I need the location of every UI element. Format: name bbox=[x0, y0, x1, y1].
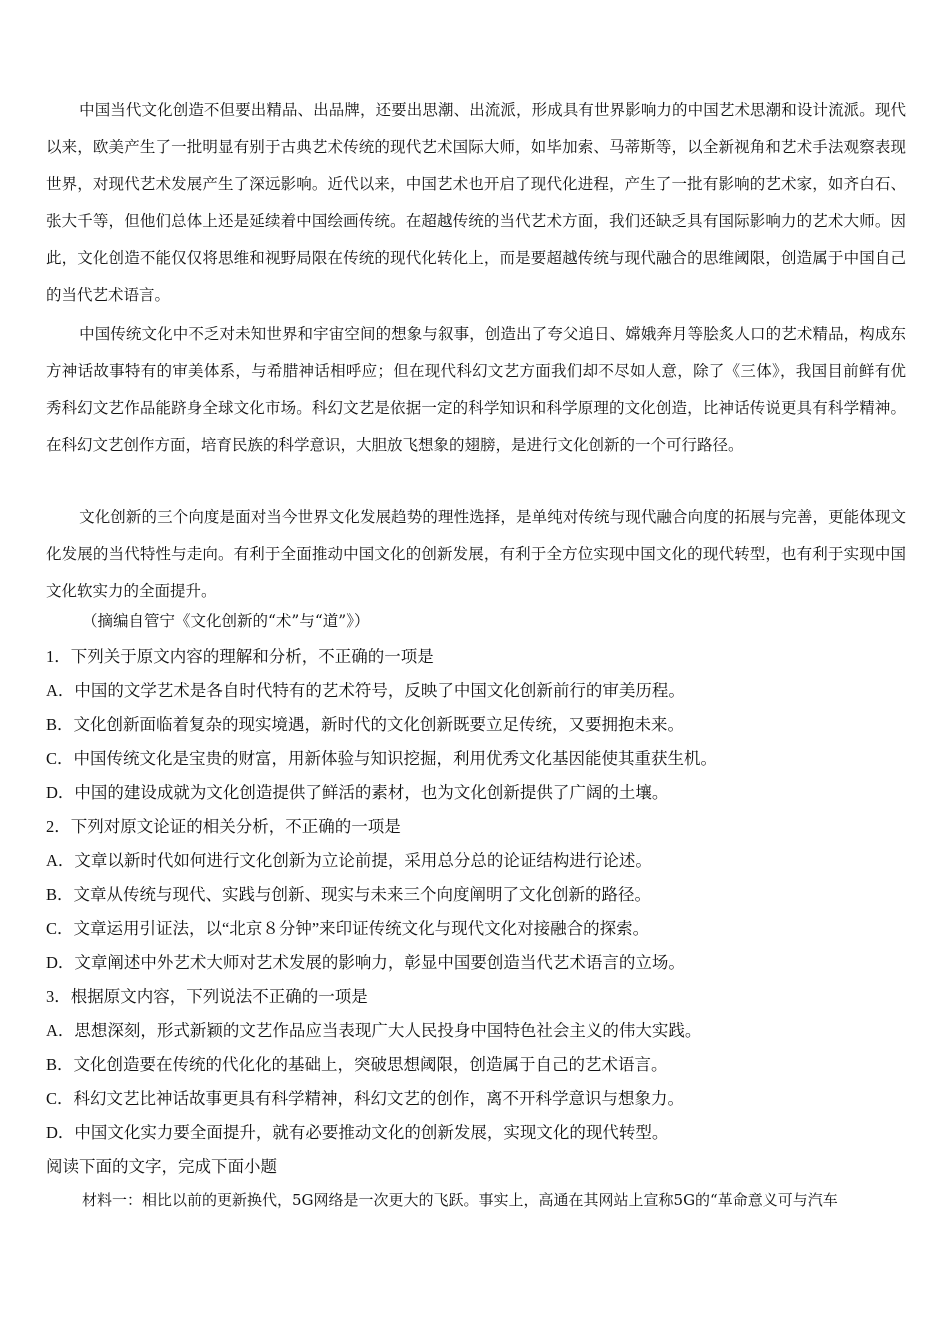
passage-paragraph-3: 文化创新的三个向度是面对当今世界文化发展趋势的理性选择，是单纯对传统与现代融合向度的拓展与完善，更能体现文化发展的当代特性与走向。有利于全面推动中国文化的创新发展，有利于全方位实现中国文化的现代转型，也有利于实现中国文化软实力的全面提升。 bbox=[46, 508, 906, 600]
passage-paragraph-2: 中国传统文化中不乏对未知世界和宇宙空间的想象与叙事，创造出了夸父追日、嫦娥奔月等脍炙人口的艺术精品，构成东方神话故事特有的审美体系，与希腊神话相呼应；但在现代科幻文艺方面我们却不尽如人意，除了《三体》，我国目前鲜有优秀科幻文艺作品能跻身全球文化市场。科幻文艺是依据一定的科学知识和科学原理的文化创造，比神话传说更具有科学精神。在科幻文艺创作方面，培育民族的科学意识，大胆放飞想象的翅膀，是进行文化创新的一个可行路径。 bbox=[46, 325, 906, 454]
question-1-option-b: B．文化创新面临着复杂的现实境遇，新时代的文化创新既要立足传统，又要拥抱未来。 bbox=[46, 715, 685, 734]
question-1-option-c: C．中国传统文化是宝贵的财富，用新体验与知识挖掘，利用优秀文化基因能使其重获生机。 bbox=[46, 749, 718, 768]
question-1-option-a: A．中国的文学艺术是各自时代特有的艺术符号，反映了中国文化创新前行的审美历程。 bbox=[46, 681, 685, 700]
material-one-start: 材料一：相比以前的更新换代，5G网络是一次更大的飞跃。事实上，高通在其网站上宣称5G的“革命意义可与汽车 bbox=[82, 1191, 838, 1209]
question-3-option-c: C．科幻文艺比神话故事更具有科学精神，科幻文艺的创作，离不开科学意识与想象力。 bbox=[46, 1089, 685, 1108]
passage-paragraph-1: 中国当代文化创造不但要出精品、出品牌，还要出思潮、出流派，形成具有世界影响力的中国艺术思潮和设计流派。现代以来，欧美产生了一批明显有别于古典艺术传统的现代艺术国际大师，如毕加索、马蒂斯等，以全新视角和艺术手法观察表现世界，对现代艺术发展产生了深远影响。近代以来，中国艺术也开启了现代化进程，产生了一批有影响的艺术家，如齐白石、张大千等，但他们总体上还是延续着中国绘画传统。在超越传统的当代艺术方面，我们还缺乏具有国际影响力的艺术大师。因此，文化创造不能仅仅将思维和视野局限在传统的现代化转化上，而是要超越传统与现代融合的思维阈限，创造属于中国自己的当代艺术语言。 bbox=[46, 101, 906, 304]
question-1-option-d: D．中国的建设成就为文化创造提供了鲜活的素材，也为文化创新提供了广阔的土壤。 bbox=[46, 783, 669, 802]
question-1-stem: 1．下列关于原文内容的理解和分析，不正确的一项是 bbox=[46, 647, 434, 666]
question-3-option-a: A．思想深刻，形式新颖的文艺作品应当表现广大人民投身中国特色社会主义的伟大实践。 bbox=[46, 1021, 702, 1040]
passage-source: （摘编自管宁《文化创新的“术”与“道”》） bbox=[82, 612, 370, 630]
question-2-option-a: A．文章以新时代如何进行文化创新为立论前提，采用总分总的论证结构进行论述。 bbox=[46, 851, 652, 870]
question-3-stem: 3．根据原文内容，下列说法不正确的一项是 bbox=[46, 987, 368, 1006]
question-2-option-d: D．文章阐述中外艺术大师对艺术发展的影响力，彰显中国要创造当代艺术语言的立场。 bbox=[46, 953, 685, 972]
question-2-stem: 2．下列对原文论证的相关分析，不正确的一项是 bbox=[46, 817, 401, 836]
question-3-option-b: B．文化创造要在传统的代化化的基础上，突破思想阈限，创造属于自己的艺术语言。 bbox=[46, 1055, 668, 1074]
question-2-option-b: B．文章从传统与现代、实践与创新、现实与未来三个向度阐明了文化创新的路径。 bbox=[46, 885, 652, 904]
question-3-option-d: D．中国文化实力要全面提升，就有必要推动文化的创新发展，实现文化的现代转型。 bbox=[46, 1123, 669, 1142]
section-instruction: 阅读下面的文字，完成下面小题 bbox=[46, 1157, 277, 1176]
question-2-option-c: C．文章运用引证法，以“北京８分钟”来印证传统文化与现代文化对接融合的探索。 bbox=[46, 919, 650, 938]
